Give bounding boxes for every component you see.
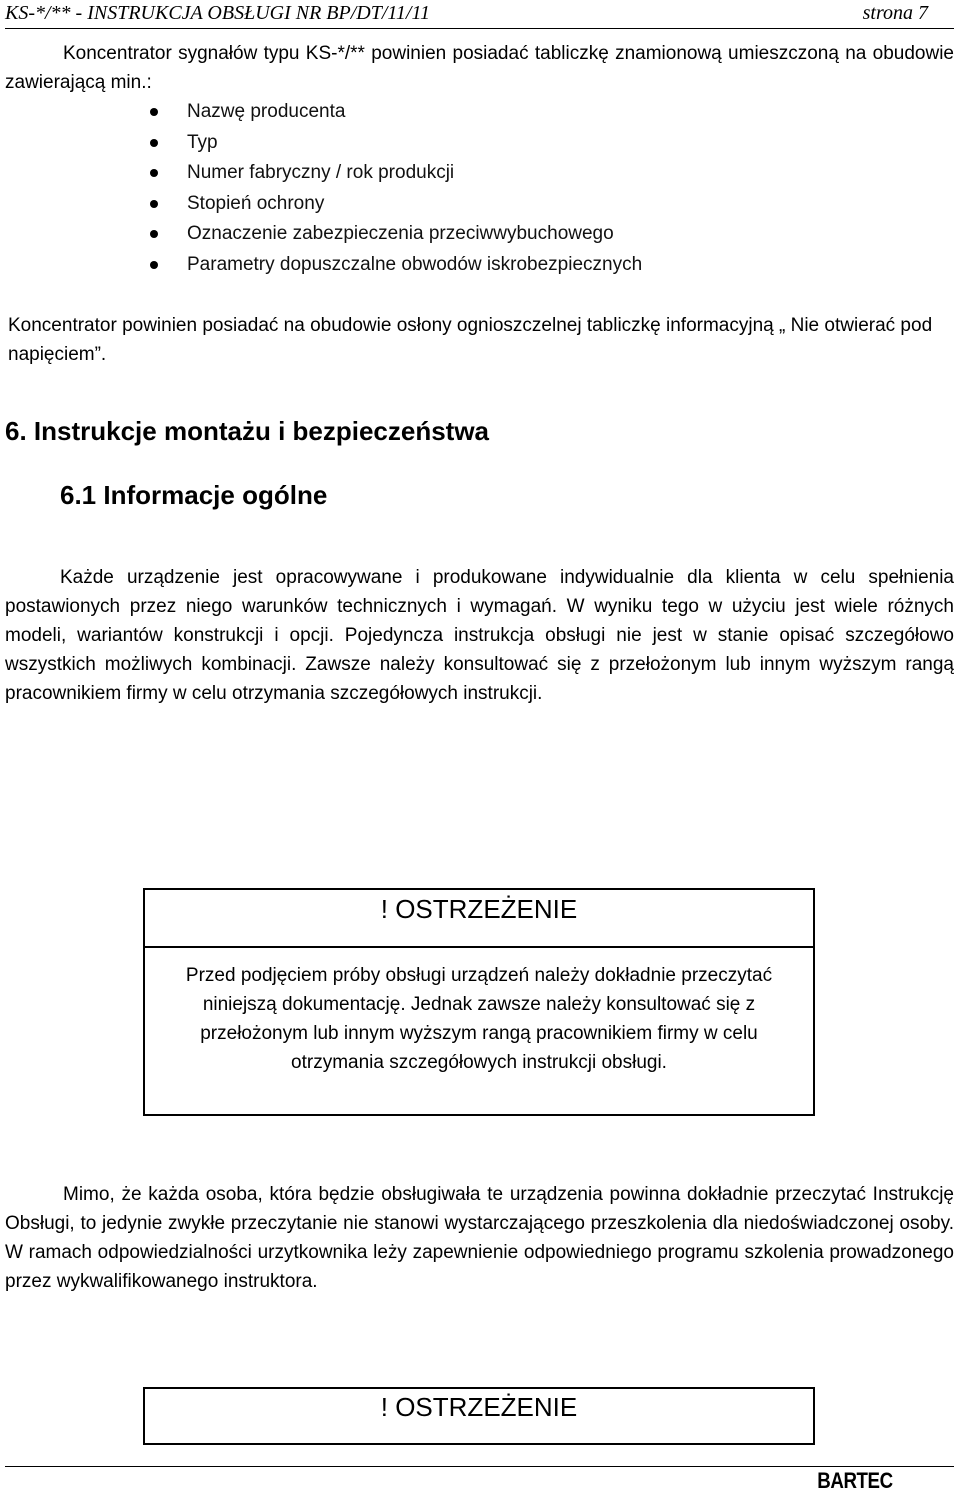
warning-title: ! OSTRZEŻENIE	[380, 1392, 578, 1422]
subsection-heading: 6.1 Informacje ogólne	[60, 480, 328, 510]
section-heading: 6. Instrukcje montażu i bezpieczeństwa	[5, 416, 490, 446]
list-item: Typ	[150, 128, 642, 159]
page-number: strona 7	[862, 2, 928, 24]
training-paragraph: Mimo, że każda osoba, która będzie obsługiwała te urządzenia powinna dokładnie przeczytać Instrukcję Obsługi, to jedynie zwykłe przeczytanie nie stanowi wystarczającego przeszkolenia dla niedoświadczonej osoby. W ramach odpowiedzialności urzytkownika leży zapewnienie odpowiedniego programu szkolenia prowadzonego przez wykwalifikowanego instruktora.	[5, 1184, 954, 1292]
page-footer	[5, 1466, 954, 1493]
info-plate-paragraph: Koncentrator powinien posiadać na obudowie osłony ognioszczelnej tabliczkę informacyjną „ Nie otwierać pod napięciem”.	[8, 315, 933, 365]
bullet-icon	[150, 108, 158, 116]
list-item: Oznaczenie zabezpieczenia przeciwwybuchowego	[150, 219, 642, 250]
warning-text: Przed podjęciem próby obsługi urządzeń należy dokładnie przeczytać niniejszą dokumentację. Jednak zawsze należy konsultować się z przełożonym lub innym wyższym rangą pracownikiem firmy w celu otrzymania szczegółowych instrukcji obsługi.	[185, 965, 773, 1073]
nameplate-paragraph: Koncentrator sygnałów typu KS-*/** powinien posiadać tabliczkę znamionową umieszczoną na obudowie zawierającą min.:	[5, 43, 954, 93]
bullet-icon	[150, 261, 158, 269]
nameplate-requirements-list	[150, 97, 642, 281]
warning-box	[143, 1387, 815, 1445]
warning-title: ! OSTRZEŻENIE	[380, 894, 578, 924]
general-info-paragraph: Każde urządzenie jest opracowywane i produkowane indywidualnie dla klienta w celu spełnienia postawionych przez niego warunków technicznych i wymagań. W wyniku tego w użyciu jest wiele różnych modeli, wariantów konstrukcji i opcji. Pojedyncza instrukcja obsługi nie jest w stanie opisać szczegółowo wszystkich możliwych kombinacji. Zawsze należy konsultować się z przełożonym lub innym wyższym rangą pracownikiem firmy w celu otrzymania szczegółowych instrukcji.	[5, 567, 954, 704]
bullet-icon	[150, 230, 158, 238]
page-header	[5, 0, 954, 29]
list-item: Nazwę producenta	[150, 97, 642, 128]
warning-divider	[143, 946, 815, 948]
list-item: Stopień ochrony	[150, 189, 642, 220]
brand-logo: BARTEC	[817, 1468, 893, 1493]
list-item: Numer fabryczny / rok produkcji	[150, 158, 642, 189]
bullet-icon	[150, 200, 158, 208]
warning-box	[143, 888, 815, 1116]
bullet-icon	[150, 169, 158, 177]
list-item: Parametry dopuszczalne obwodów iskrobezpiecznych	[150, 250, 642, 281]
document-title: KS-*/** - INSTRUKCJA OBSŁUGI NR BP/DT/11/11	[5, 2, 430, 24]
bullet-icon	[150, 139, 158, 147]
